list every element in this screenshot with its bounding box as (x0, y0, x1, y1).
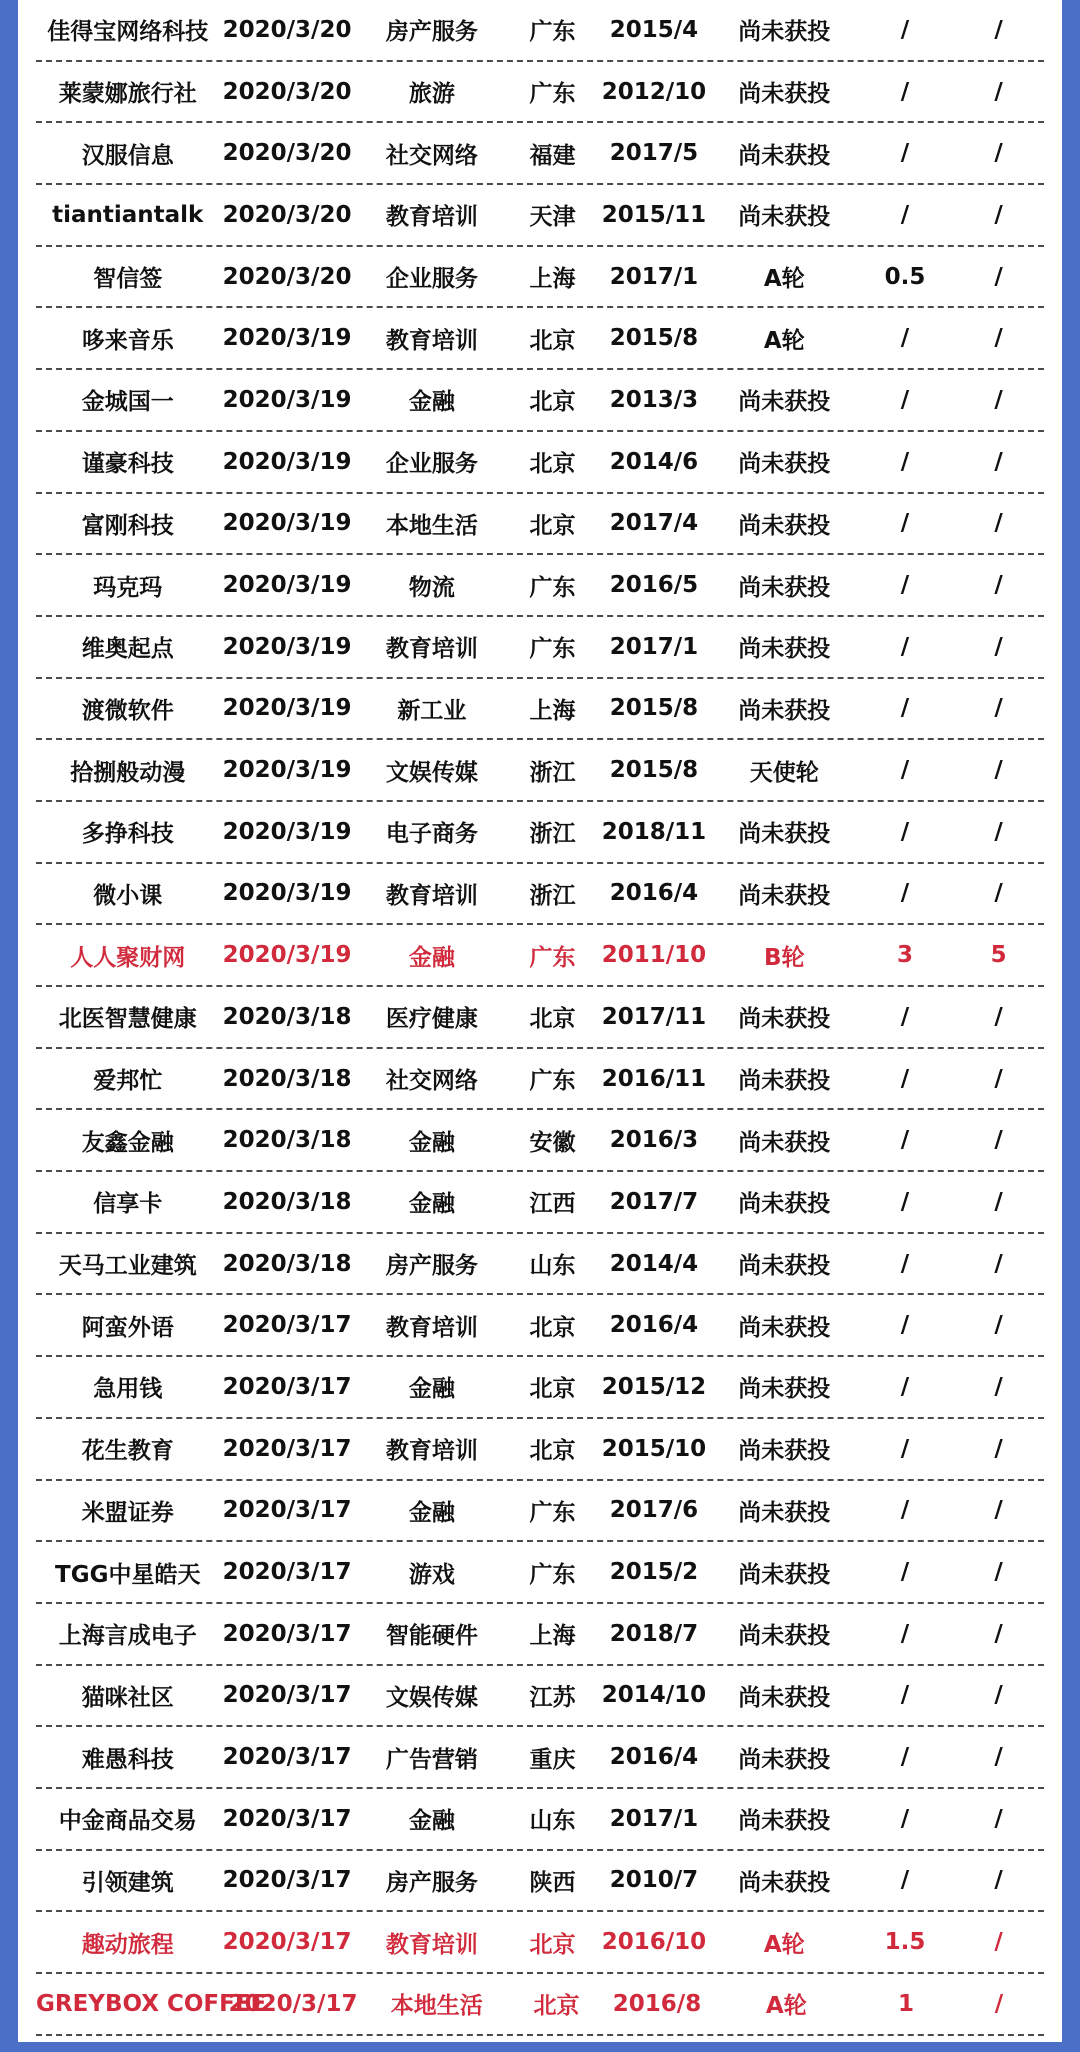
valuation-cell: / (994, 448, 1003, 475)
industry-cell: 智能硬件 (385, 1623, 478, 1650)
funding-round-cell: 尚未获投 (738, 204, 831, 231)
company-name-cell: GREYBOX COFFEE (36, 1990, 267, 2017)
founded-date-cell: 2015/4 (609, 16, 699, 43)
funding-round-cell: 尚未获投 (738, 1438, 831, 1465)
date-cell: 2020/3/20 (222, 201, 352, 228)
funding-round-cell: 尚未获投 (738, 1499, 831, 1526)
valuation-cell: / (994, 1744, 1003, 1771)
table-row (36, 555, 1044, 617)
location-cell: 北京 (529, 1006, 576, 1033)
industry-cell: 房产服务 (385, 1253, 478, 1280)
amount-cell: / (900, 1373, 910, 1400)
location-cell: 浙江 (529, 821, 576, 848)
founded-date-cell: 2015/8 (609, 325, 699, 352)
company-name-cell: 佳得宝网络科技 (47, 19, 209, 46)
location-cell: 上海 (529, 1623, 576, 1650)
industry-cell: 房产服务 (385, 19, 478, 46)
location-cell: 广东 (529, 636, 576, 663)
funding-round-cell: 尚未获投 (738, 1561, 831, 1588)
amount-cell: / (900, 1003, 910, 1030)
founded-date-cell: 2017/6 (609, 1497, 699, 1524)
date-cell: 2020/3/17 (222, 1559, 352, 1586)
location-cell: 山东 (529, 1808, 576, 1835)
company-name-cell: 渡微软件 (81, 697, 174, 724)
table-row (36, 925, 1044, 987)
amount-cell: / (900, 1744, 910, 1771)
valuation-cell: / (994, 16, 1003, 43)
industry-cell: 本地生活 (385, 512, 478, 539)
table-row (36, 123, 1044, 185)
industry-cell: 金融 (408, 1191, 455, 1218)
date-cell: 2020/3/18 (222, 1250, 352, 1277)
valuation-cell: / (994, 572, 1003, 599)
funding-round-cell: 尚未获投 (738, 882, 831, 909)
valuation-cell: / (994, 201, 1003, 228)
founded-date-cell: 2014/6 (609, 448, 699, 475)
valuation-cell: 5 (990, 942, 1007, 969)
founded-date-cell: 2011/10 (601, 942, 707, 969)
amount-cell: / (900, 1559, 910, 1586)
founded-date-cell: 2016/4 (609, 1744, 699, 1771)
valuation-cell: / (994, 386, 1003, 413)
company-name-cell: 汉服信息 (81, 142, 174, 169)
valuation-cell: / (994, 1867, 1003, 1894)
table-row (36, 1049, 1044, 1111)
company-name-cell: 哆来音乐 (81, 327, 174, 354)
industry-cell: 社交网络 (385, 142, 478, 169)
amount-cell: / (900, 1312, 910, 1339)
founded-date-cell: 2015/8 (609, 695, 699, 722)
location-cell: 江西 (529, 1191, 576, 1218)
table-row (36, 1912, 1044, 1974)
founded-date-cell: 2013/3 (609, 386, 699, 413)
company-name-cell: 人人聚财网 (70, 944, 186, 971)
valuation-cell: / (994, 1497, 1003, 1524)
founded-date-cell: 2015/10 (601, 1435, 707, 1462)
amount-cell: / (900, 201, 910, 228)
location-cell: 重庆 (529, 1746, 576, 1773)
table-row (36, 802, 1044, 864)
founded-date-cell: 2017/11 (601, 1003, 707, 1030)
company-name-cell: 中金商品交易 (58, 1808, 197, 1835)
founded-date-cell: 2016/4 (609, 880, 699, 907)
founded-date-cell: 2014/4 (609, 1250, 699, 1277)
industry-cell: 教育培训 (385, 1931, 478, 1958)
valuation-cell: / (994, 510, 1003, 537)
location-cell: 广东 (529, 1561, 576, 1588)
funding-round-cell: 尚未获投 (738, 1808, 831, 1835)
valuation-cell: / (994, 1805, 1003, 1832)
valuation-cell: / (994, 1682, 1003, 1709)
company-name-cell: 友鑫金融 (81, 1129, 174, 1156)
date-cell: 2020/3/17 (228, 1990, 358, 2017)
founded-date-cell: 2017/1 (609, 1805, 699, 1832)
table-row (36, 1851, 1044, 1913)
funding-round-cell: 尚未获投 (738, 1068, 831, 1095)
industry-cell: 房产服务 (385, 1869, 478, 1896)
date-cell: 2020/3/17 (222, 1312, 352, 1339)
company-name-cell: 猫咪社区 (81, 1684, 174, 1711)
table-row (36, 432, 1044, 494)
table-row (36, 1974, 1044, 2036)
amount-cell: / (900, 1497, 910, 1524)
industry-cell: 教育培训 (385, 1314, 478, 1341)
valuation-cell: / (994, 325, 1003, 352)
location-cell: 上海 (529, 697, 576, 724)
industry-cell: 金融 (408, 1499, 455, 1526)
valuation-cell: / (994, 78, 1003, 105)
table-row (36, 308, 1044, 370)
date-cell: 2020/3/19 (222, 818, 352, 845)
valuation-cell: / (994, 263, 1003, 290)
date-cell: 2020/3/17 (222, 1682, 352, 1709)
valuation-cell: / (994, 880, 1003, 907)
location-cell: 天津 (529, 204, 576, 231)
funding-round-cell: 尚未获投 (738, 1191, 831, 1218)
industry-cell: 教育培训 (385, 204, 478, 231)
industry-cell: 金融 (408, 1376, 455, 1403)
date-cell: 2020/3/19 (222, 633, 352, 660)
founded-date-cell: 2017/5 (609, 140, 699, 167)
table-row (36, 617, 1044, 679)
funding-round-cell: B轮 (764, 944, 805, 971)
location-cell: 浙江 (529, 759, 576, 786)
company-name-cell: 天马工业建筑 (58, 1253, 197, 1280)
amount-cell: / (900, 1065, 910, 1092)
table-row (36, 1110, 1044, 1172)
location-cell: 北京 (533, 1993, 580, 2020)
funding-round-cell: 尚未获投 (738, 1623, 831, 1650)
funding-round-cell: A轮 (763, 327, 805, 354)
location-cell: 北京 (529, 1931, 576, 1958)
table-row (36, 1234, 1044, 1296)
valuation-cell: / (994, 1065, 1003, 1092)
company-name-cell: 趣动旅程 (81, 1931, 174, 1958)
funding-round-cell: 尚未获投 (738, 19, 831, 46)
date-cell: 2020/3/19 (222, 386, 352, 413)
valuation-cell: / (994, 818, 1003, 845)
table-row (36, 1419, 1044, 1481)
funding-round-cell: 尚未获投 (738, 1684, 831, 1711)
founded-date-cell: 2017/1 (609, 263, 699, 290)
industry-cell: 金融 (408, 1129, 455, 1156)
amount-cell: / (900, 818, 910, 845)
table-row (36, 1666, 1044, 1728)
amount-cell: / (900, 1127, 910, 1154)
industry-cell: 医疗健康 (385, 1006, 478, 1033)
date-cell: 2020/3/18 (222, 1065, 352, 1092)
founded-date-cell: 2018/11 (601, 818, 707, 845)
industry-cell: 金融 (408, 389, 455, 416)
location-cell: 北京 (529, 512, 576, 539)
founded-date-cell: 2014/10 (601, 1682, 707, 1709)
valuation-cell: / (994, 1250, 1003, 1277)
company-name-cell: TGG中星皓天 (55, 1561, 201, 1588)
funding-round-cell: 尚未获投 (738, 1314, 831, 1341)
valuation-cell: / (994, 1373, 1003, 1400)
industry-cell: 企业服务 (385, 266, 478, 293)
industry-cell: 广告营销 (385, 1746, 478, 1773)
valuation-cell: / (994, 1127, 1003, 1154)
founded-date-cell: 2016/5 (609, 572, 699, 599)
table-row (36, 864, 1044, 926)
amount-cell: / (900, 1682, 910, 1709)
location-cell: 广东 (529, 574, 576, 601)
founded-date-cell: 2017/7 (609, 1188, 699, 1215)
table-row (36, 679, 1044, 741)
table-row (36, 987, 1044, 1049)
valuation-cell: / (994, 757, 1003, 784)
valuation-cell: / (994, 1003, 1003, 1030)
amount-cell: / (900, 1435, 910, 1462)
location-cell: 江苏 (529, 1684, 576, 1711)
company-name-cell: 引领建筑 (81, 1869, 174, 1896)
founded-date-cell: 2018/7 (609, 1620, 699, 1647)
founded-date-cell: 2015/8 (609, 757, 699, 784)
industry-cell: 教育培训 (385, 882, 478, 909)
founded-date-cell: 2010/7 (609, 1867, 699, 1894)
founded-date-cell: 2015/2 (609, 1559, 699, 1586)
table-row (36, 1172, 1044, 1234)
company-name-cell: 维奥起点 (81, 636, 174, 663)
table-row (36, 1481, 1044, 1543)
date-cell: 2020/3/17 (222, 1867, 352, 1894)
location-cell: 北京 (529, 1438, 576, 1465)
amount-cell: / (900, 1188, 910, 1215)
table-row (36, 1604, 1044, 1666)
industry-cell: 教育培训 (385, 636, 478, 663)
industry-cell: 新工业 (397, 697, 467, 724)
table-row (36, 1295, 1044, 1357)
founded-date-cell: 2016/10 (601, 1929, 707, 1956)
date-cell: 2020/3/17 (222, 1805, 352, 1832)
company-name-cell: 阿蛮外语 (81, 1314, 174, 1341)
industry-cell: 物流 (408, 574, 455, 601)
location-cell: 上海 (529, 266, 576, 293)
founded-date-cell: 2015/12 (601, 1373, 707, 1400)
founded-date-cell: 2016/11 (601, 1065, 707, 1092)
funding-round-cell: A轮 (763, 266, 805, 293)
table-row (36, 494, 1044, 556)
industry-cell: 教育培训 (385, 327, 478, 354)
company-name-cell: 富刚科技 (81, 512, 174, 539)
industry-cell: 旅游 (408, 81, 455, 108)
founded-date-cell: 2016/8 (612, 1990, 702, 2017)
location-cell: 山东 (529, 1253, 576, 1280)
funding-round-cell: 尚未获投 (738, 574, 831, 601)
table-row (36, 247, 1044, 309)
amount-cell: 0.5 (884, 263, 926, 290)
table-row (36, 370, 1044, 432)
company-name-cell: 信享卡 (93, 1191, 163, 1218)
location-cell: 广东 (529, 81, 576, 108)
amount-cell: / (900, 325, 910, 352)
amount-cell: / (900, 1867, 910, 1894)
funding-round-cell: 尚未获投 (738, 1869, 831, 1896)
funding-round-cell: 尚未获投 (738, 636, 831, 663)
location-cell: 广东 (529, 944, 576, 971)
founded-date-cell: 2012/10 (601, 78, 707, 105)
date-cell: 2020/3/17 (222, 1744, 352, 1771)
company-name-cell: 拾捌般动漫 (70, 759, 186, 786)
location-cell: 广东 (529, 1499, 576, 1526)
funding-round-cell: 尚未获投 (738, 389, 831, 416)
valuation-cell: / (994, 1435, 1003, 1462)
company-name-cell: 智信签 (93, 266, 163, 293)
industry-cell: 金融 (408, 1808, 455, 1835)
amount-cell: / (900, 1620, 910, 1647)
funding-round-cell: 尚未获投 (738, 1746, 831, 1773)
date-cell: 2020/3/19 (222, 325, 352, 352)
amount-cell: / (900, 386, 910, 413)
funding-round-cell: A轮 (765, 1993, 807, 2020)
industry-cell: 游戏 (408, 1561, 455, 1588)
amount-cell: / (900, 78, 910, 105)
company-name-cell: 急用钱 (93, 1376, 163, 1403)
funding-table (36, 0, 1044, 2036)
funding-round-cell: 尚未获投 (738, 512, 831, 539)
amount-cell: / (900, 448, 910, 475)
founded-date-cell: 2016/3 (609, 1127, 699, 1154)
location-cell: 北京 (529, 1376, 576, 1403)
date-cell: 2020/3/17 (222, 1373, 352, 1400)
amount-cell: / (900, 1250, 910, 1277)
funding-round-cell: 尚未获投 (738, 81, 831, 108)
location-cell: 安徽 (529, 1129, 576, 1156)
date-cell: 2020/3/18 (222, 1127, 352, 1154)
company-name-cell: 爱邦忙 (93, 1068, 163, 1095)
location-cell: 北京 (529, 327, 576, 354)
date-cell: 2020/3/20 (222, 263, 352, 290)
founded-date-cell: 2016/4 (609, 1312, 699, 1339)
date-cell: 2020/3/19 (222, 510, 352, 537)
date-cell: 2020/3/18 (222, 1188, 352, 1215)
table-row (36, 1357, 1044, 1419)
location-cell: 广东 (529, 1068, 576, 1095)
table-row (36, 740, 1044, 802)
amount-cell: / (900, 1805, 910, 1832)
amount-cell: / (900, 880, 910, 907)
amount-cell: / (900, 16, 910, 43)
date-cell: 2020/3/20 (222, 16, 352, 43)
valuation-cell: / (994, 695, 1003, 722)
location-cell: 北京 (529, 389, 576, 416)
table-row (36, 185, 1044, 247)
industry-cell: 本地生活 (390, 1993, 483, 2020)
founded-date-cell: 2017/1 (609, 633, 699, 660)
date-cell: 2020/3/19 (222, 757, 352, 784)
valuation-cell: / (994, 140, 1003, 167)
industry-cell: 金融 (408, 944, 455, 971)
company-name-cell: 花生教育 (81, 1438, 174, 1465)
amount-cell: / (900, 510, 910, 537)
date-cell: 2020/3/17 (222, 1497, 352, 1524)
company-name-cell: 玛克玛 (93, 574, 163, 601)
table-row (36, 62, 1044, 124)
company-name-cell: 米盟证券 (81, 1499, 174, 1526)
funding-round-cell: 尚未获投 (738, 697, 831, 724)
location-cell: 广东 (529, 19, 576, 46)
company-name-cell: tiantiantalk (52, 201, 204, 228)
table-row (36, 0, 1044, 62)
location-cell: 福建 (529, 142, 576, 169)
valuation-cell: / (994, 1312, 1003, 1339)
company-name-cell: 金城国一 (81, 389, 174, 416)
amount-cell: 1 (898, 1990, 915, 2017)
amount-cell: / (900, 695, 910, 722)
industry-cell: 社交网络 (385, 1068, 478, 1095)
industry-cell: 教育培训 (385, 1438, 478, 1465)
amount-cell: / (900, 633, 910, 660)
funding-round-cell: A轮 (763, 1931, 805, 1958)
date-cell: 2020/3/20 (222, 78, 352, 105)
location-cell: 浙江 (529, 882, 576, 909)
industry-cell: 文娱传媒 (385, 1684, 478, 1711)
funding-round-cell: 尚未获投 (738, 1006, 831, 1033)
company-name-cell: 北医智慧健康 (58, 1006, 197, 1033)
company-name-cell: 难愚科技 (81, 1746, 174, 1773)
industry-cell: 文娱传媒 (385, 759, 478, 786)
date-cell: 2020/3/19 (222, 880, 352, 907)
table-row (36, 1789, 1044, 1851)
funding-round-cell: 尚未获投 (738, 142, 831, 169)
valuation-cell: / (994, 1990, 1004, 2017)
funding-round-cell: 尚未获投 (738, 1129, 831, 1156)
amount-cell: / (900, 572, 910, 599)
valuation-cell: / (994, 1559, 1003, 1586)
amount-cell: / (900, 757, 910, 784)
founded-date-cell: 2015/11 (601, 201, 707, 228)
date-cell: 2020/3/17 (222, 1929, 352, 1956)
valuation-cell: / (994, 1620, 1003, 1647)
funding-round-cell: 尚未获投 (738, 1253, 831, 1280)
date-cell: 2020/3/19 (222, 695, 352, 722)
company-name-cell: 上海言成电子 (58, 1623, 197, 1650)
amount-cell: / (900, 140, 910, 167)
founded-date-cell: 2017/4 (609, 510, 699, 537)
location-cell: 北京 (529, 451, 576, 478)
date-cell: 2020/3/20 (222, 140, 352, 167)
industry-cell: 企业服务 (385, 451, 478, 478)
valuation-cell: / (994, 633, 1003, 660)
location-cell: 陕西 (529, 1869, 576, 1896)
company-name-cell: 谨豪科技 (81, 451, 174, 478)
amount-cell: 3 (896, 942, 913, 969)
location-cell: 北京 (529, 1314, 576, 1341)
funding-round-cell: 尚未获投 (738, 821, 831, 848)
date-cell: 2020/3/19 (222, 942, 352, 969)
date-cell: 2020/3/18 (222, 1003, 352, 1030)
company-name-cell: 多挣科技 (81, 821, 174, 848)
funding-round-cell: 天使轮 (749, 759, 819, 786)
funding-round-cell: 尚未获投 (738, 451, 831, 478)
industry-cell: 电子商务 (385, 821, 478, 848)
valuation-cell: / (994, 1929, 1003, 1956)
table-row (36, 1542, 1044, 1604)
date-cell: 2020/3/19 (222, 572, 352, 599)
valuation-cell: / (994, 1188, 1003, 1215)
date-cell: 2020/3/17 (222, 1435, 352, 1462)
date-cell: 2020/3/17 (222, 1620, 352, 1647)
funding-round-cell: 尚未获投 (738, 1376, 831, 1403)
table-row (36, 1727, 1044, 1789)
company-name-cell: 微小课 (93, 882, 163, 909)
amount-cell: 1.5 (884, 1929, 926, 1956)
company-name-cell: 莱蒙娜旅行社 (58, 81, 197, 108)
date-cell: 2020/3/19 (222, 448, 352, 475)
